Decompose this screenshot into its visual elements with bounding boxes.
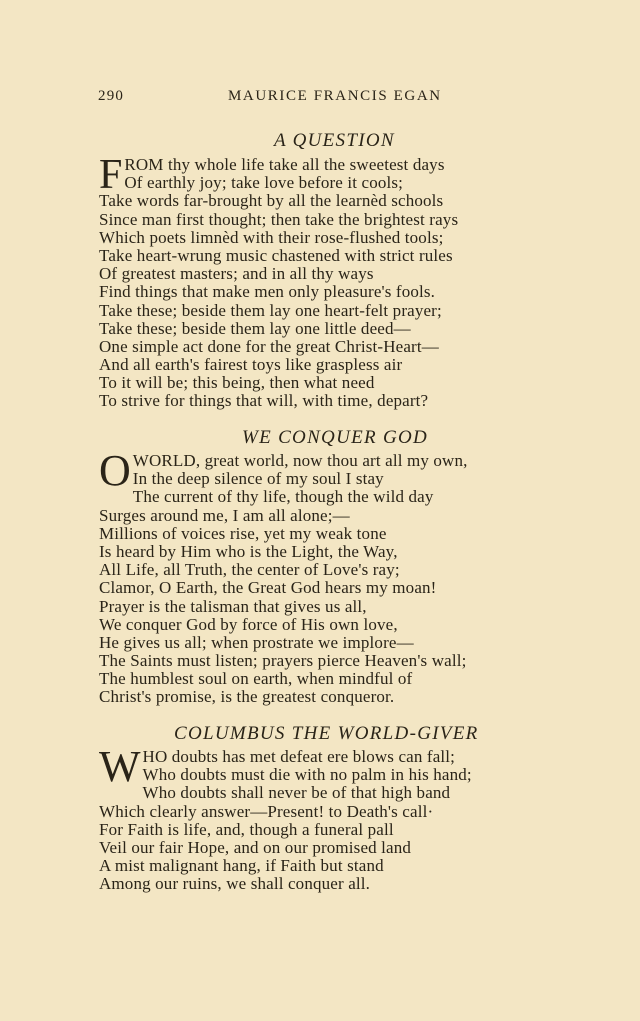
poem-line: Take these; beside them lay one heart-felt prayer; bbox=[99, 300, 442, 320]
poem-line: Christ's promise, is the greatest conqueror. bbox=[99, 687, 395, 707]
poem-line: For Faith is life, and, though a funeral pall bbox=[99, 819, 394, 839]
poem-line: Millions of voices rise, yet my weak tone bbox=[99, 523, 387, 543]
poem-title: WE CONQUER GOD bbox=[242, 427, 429, 448]
poem-line: Is heard by Him who is the Light, the Way, bbox=[99, 541, 398, 561]
poem-line: Veil our fair Hope, and on our promised land bbox=[99, 837, 412, 857]
poem-line: One simple act done for the great Christ-Heart— bbox=[99, 336, 439, 356]
poem-line: Who doubts shall never be of that high band bbox=[142, 783, 451, 803]
poem-line: To strive for things that will, with time, depart? bbox=[99, 391, 429, 411]
poem-line: Take these; beside them lay one little deed— bbox=[99, 318, 411, 338]
poem-line: Take heart-wrung music chastened with strict rules bbox=[99, 245, 453, 265]
poem-line: Which clearly answer—Present! to Death's call· bbox=[99, 801, 434, 821]
poem-line: Clamor, O Earth, the Great God hears my moan! bbox=[99, 578, 437, 598]
poem-line: ROM thy whole life take all the sweetest days bbox=[124, 155, 445, 174]
poem-line: The current of thy life, though the wild day bbox=[132, 487, 434, 507]
poem-we-conquer-god bbox=[99, 446, 468, 707]
running-head bbox=[98, 88, 568, 108]
poem-line: He gives us all; when prostrate we implore— bbox=[99, 632, 414, 652]
poem-title: A QUESTION bbox=[274, 130, 395, 151]
poem-a-question bbox=[99, 152, 459, 411]
drop-cap: O bbox=[99, 446, 131, 495]
poem-line: Take words far-brought by all the learnèd schools bbox=[99, 191, 444, 211]
running-title: MAURICE FRANCIS EGAN bbox=[228, 88, 442, 104]
poem-line: In the deep silence of my soul I stay bbox=[132, 469, 384, 489]
poem-line: Of earthly joy; take love before it cools; bbox=[124, 173, 404, 193]
poem-line: Find things that make men only pleasure's fools. bbox=[99, 282, 436, 302]
poem-title: COLUMBUS THE WORLD-GIVER bbox=[174, 723, 479, 744]
poem-line: Of greatest masters; and in all thy ways bbox=[99, 264, 374, 284]
poem-line: Surges around me, I am all alone;— bbox=[99, 505, 350, 525]
poem-line: We conquer God by force of His own love, bbox=[99, 614, 398, 634]
poem-line: And all earth's fairest toys like graspless air bbox=[99, 355, 403, 375]
page-number: 290 bbox=[98, 88, 125, 104]
drop-cap: F bbox=[99, 152, 123, 198]
drop-cap: W bbox=[99, 742, 141, 791]
poem-line: The Saints must listen; prayers pierce Heaven's wall; bbox=[99, 651, 467, 671]
poem-line: Who doubts must die with no palm in his hand; bbox=[142, 765, 472, 785]
poem-line: Prayer is the talisman that gives us all, bbox=[99, 596, 367, 616]
poem-line: Among our ruins, we shall conquer all. bbox=[99, 874, 371, 894]
poem-line: All Life, all Truth, the center of Love's ray; bbox=[99, 560, 400, 580]
poem-columbus-the-world-giver bbox=[99, 742, 472, 894]
poem-line: The humblest soul on earth, when mindful of bbox=[99, 669, 413, 689]
poem-line: Since man first thought; then take the brightest rays bbox=[99, 209, 459, 229]
poem-line: A mist malignant hang, if Faith but stand bbox=[99, 856, 384, 876]
poem-line: Which poets limnèd with their rose-flushed tools; bbox=[99, 227, 444, 247]
poem-line: WORLD, great world, now thou art all my own, bbox=[132, 451, 468, 470]
poem-line: HO doubts has met defeat ere blows can fall; bbox=[142, 747, 456, 766]
poem-line: To it will be; this being, then what need bbox=[99, 373, 375, 393]
